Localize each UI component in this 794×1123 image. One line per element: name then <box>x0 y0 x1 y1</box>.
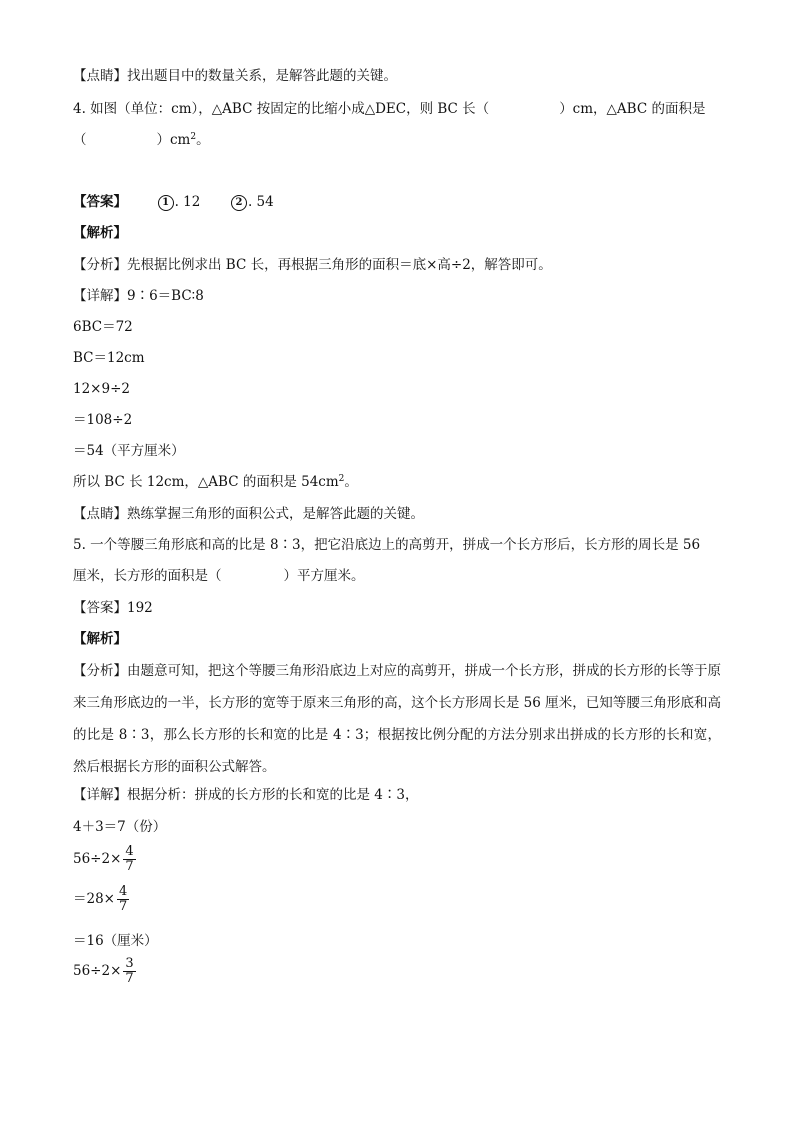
circled-number-icon: 2 <box>231 195 247 211</box>
answer-5: 【答案】192 <box>73 600 153 616</box>
fraction <box>123 845 135 873</box>
step-6-text: 所以 BC 长 12cm，△ABC 的面积是 54cm <box>73 474 339 490</box>
step-1: 6BC＝72 <box>73 319 133 335</box>
answer-label: 【答案】 <box>73 194 127 210</box>
step-2: BC＝12cm <box>73 350 145 366</box>
question-5-line-2 <box>73 568 365 584</box>
q5-text-a: 厘米，长方形的面积是（ <box>73 568 222 584</box>
step-4: ＝108÷2 <box>73 412 133 428</box>
step-6 <box>73 474 358 490</box>
circled-number-icon: 1 <box>158 195 174 211</box>
fraction-numerator: 4 <box>125 844 134 859</box>
answer-4-value-1: . 12 <box>174 194 201 210</box>
q4-text-d: ）cm <box>156 132 191 148</box>
step-6-superscript: 2 <box>338 474 345 484</box>
detail-2: 【详解】根据分析：拼成的长方形的长和宽的比是 4∶3， <box>73 787 419 803</box>
step-5: ＝54（平方厘米） <box>73 443 185 459</box>
fraction-denominator: 7 <box>125 858 134 874</box>
calc-2 <box>73 845 136 873</box>
q4-text-a: 4. 如图（单位：cm），△ABC 按固定的比缩小成△DEC，则 BC 长（ <box>73 101 490 117</box>
detail-1: 【详解】9∶6＝BC∶8 <box>73 288 204 304</box>
calc-2-text: 56÷2× <box>73 851 122 868</box>
calc-3 <box>73 885 129 913</box>
analysis-summary-2: 【分析】由题意可知，把这个等腰三角形沿底边上对应的高剪开，拼成一个长方形，拼成的长方形的长等于原来三角形底边的一半，长方形的宽等于原来三角形的高，这个长方形周长是 56 厘米，已知等腰三角形底和高的比是 8∶3，那么长方形的长和宽的比是 4∶3；根据按比例分配的方法分别求出拼成的长方形的长和宽，然后根据长方形的面积公式解答。 <box>73 663 721 775</box>
fraction-numerator: 3 <box>125 956 134 971</box>
fraction-numerator: 4 <box>119 884 128 899</box>
calc-3-text: ＝28× <box>73 891 115 908</box>
key-point-2: 【点睛】熟练掌握三角形的面积公式，是解答此题的关键。 <box>73 506 424 522</box>
question-4-line-2 <box>73 132 210 148</box>
calc-5 <box>73 957 136 985</box>
step-3: 12×9÷2 <box>73 381 130 397</box>
fraction <box>117 885 129 913</box>
q4-text-c: （ <box>73 132 87 148</box>
fraction-denominator: 7 <box>125 970 134 986</box>
answer-4 <box>73 194 274 211</box>
calc-4: ＝16（厘米） <box>73 933 158 949</box>
analysis-label-1: 【解析】 <box>73 225 127 241</box>
key-point-1: 【点睛】找出题目中的数量关系，是解答此题的关键。 <box>73 68 397 84</box>
step-6-end: 。 <box>344 474 358 490</box>
q4-text-b: ）cm，△ABC 的面积是 <box>559 101 706 117</box>
calc-5-text: 56÷2× <box>73 963 122 980</box>
analysis-label-2: 【解析】 <box>73 631 127 647</box>
analysis-summary-1: 【分析】先根据比例求出 BC 长，再根据三角形的面积＝底×高÷2，解答即可。 <box>73 257 552 273</box>
fraction <box>123 957 135 985</box>
question-5-line-1: 5. 一个等腰三角形底和高的比是 8∶3，把它沿底边上的高剪开，拼成一个长方形后，长方形的周长是 56 <box>73 537 701 553</box>
calc-1: 4＋3＝7（份） <box>73 819 167 835</box>
answer-4-value-2: . 54 <box>247 194 274 210</box>
q5-text-b: ）平方厘米。 <box>283 568 365 584</box>
q4-text-e: 。 <box>196 132 210 148</box>
fraction-denominator: 7 <box>119 898 128 914</box>
question-4-line-1 <box>73 101 705 117</box>
q4-superscript: 2 <box>190 132 197 142</box>
